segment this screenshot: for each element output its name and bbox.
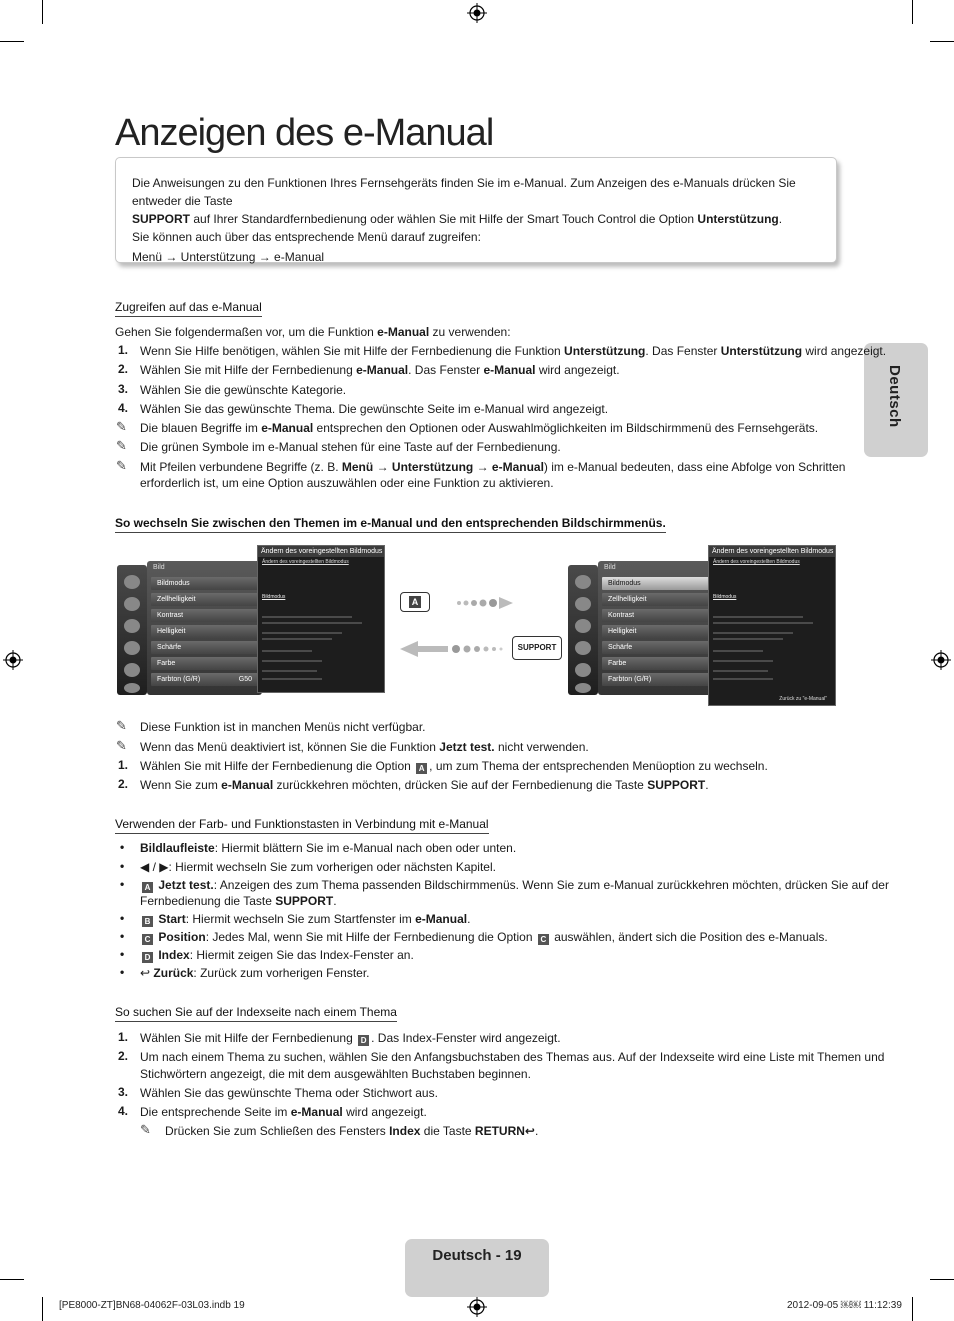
note-pencil-icon: ✎ [140,1122,151,1137]
bold-text: Index [158,948,190,962]
menu-path: Menü → Unterstützung → e-Manual [132,250,325,264]
bold-text: Bildlaufleiste [140,841,215,855]
gear-icon [575,663,591,677]
back-to-emanual-label: Zurück zu "e-Manual" [779,696,827,702]
step-text [140,758,768,774]
bullet-text [140,893,337,909]
panel-text-line [262,650,312,652]
menu-item-value: G50 [238,676,252,683]
panel-subtitle: Ändern des voreingestellten Bildmodus [262,559,349,565]
note-pencil-icon: ✎ [116,438,127,453]
tv-screenshot-emanual [568,545,836,707]
intro-line [132,210,822,228]
menu-item: Bildmodus [151,577,258,590]
menu-icon [124,597,140,611]
bullet-text [140,840,516,856]
step-number: 1. [118,1030,129,1044]
c-key-icon: C [142,934,153,945]
menu-icon [575,641,591,655]
step-text [140,1030,561,1046]
note-text [140,739,589,755]
step-text [140,343,886,359]
bold-text: Unterstützung [720,344,803,358]
panel-text-line [713,678,773,680]
registration-mark-icon [467,1297,487,1317]
text: zurückkehren möchten, drücken Sie auf der Fernbedienung die Taste [273,778,648,792]
crop-mark [930,1279,954,1280]
intro-line: Die Anweisungen zu den Funktionen Ihres Fernsehgeräts finden Sie im e-Manual. Zum Anzeigen des e-Manuals drücken Sie entweder die Taste [132,176,796,208]
menu-icon [575,575,591,589]
bullet: • [120,965,125,979]
menu-item: Helligkeit [151,625,258,638]
registration-mark-icon [3,650,23,670]
text: . [534,1124,539,1138]
a-key-icon: A [142,882,153,893]
chapter-arrows-icon: ◀ / ▶ [140,860,169,874]
bold-text: e-Manual [415,912,468,926]
text: . Das Fenster [645,344,721,358]
panel-text-line [713,616,803,618]
step-text [140,362,620,378]
bold-text: e-Manual [356,363,409,377]
text: : Anzeigen des zum Thema passenden Bildschirmmenüs. Wenn Sie zum e-Manual zurückkehren möchten, drücken Sie auf der [213,878,889,892]
text: Drücken Sie zum Schließen des Fensters [165,1124,390,1138]
bold-text: Jetzt test. [439,740,495,754]
panel-title: Ändern des voreingestellten Bildmodus [258,546,384,557]
crop-mark [912,0,913,24]
menu-item: Zellhelligkeit [151,593,258,606]
panel-text-line [262,638,332,640]
intro-line: Sie können auch über das entsprechende Menü darauf zugreifen: [132,230,481,244]
section-heading: So wechseln Sie zwischen den Themen im e-Manual und den entsprechenden Bildschirmmenüs. [115,516,666,533]
step-number: 4. [118,401,129,415]
step-text [140,1104,427,1120]
panel-text-line [262,632,342,634]
side-tab-label: Deutsch [886,365,903,428]
print-datetime: 2012-09-05 ￼￼ 11:12:39 [787,1300,902,1311]
menu-item-selected: Bildmodus [602,577,709,590]
arrow-right-icon [455,595,515,611]
crop-mark [42,0,43,24]
support-key: SUPPORT [132,212,191,226]
panel-label: Bildmodus [262,594,286,600]
emanual-panel [708,545,836,706]
menu-head: Bild [604,564,616,571]
menu-item [151,673,258,686]
bold-text: Unterstützung [564,344,646,358]
text: . [467,912,471,926]
panel-text-line [713,660,773,662]
text: entsprechen den Optionen oder Auswahlmöglichkeiten im Bildschirmmenü des Fernsehgeräts. [313,421,819,435]
note-text [140,420,818,436]
note-text: erforderlich ist, um eine Option auszuwählen oder eine Funktion zu aktivieren. [140,476,554,490]
a-key-icon: A [416,763,427,774]
panel-text-line [262,670,317,672]
emanual-panel [257,545,385,693]
note-pencil-icon: ✎ [116,718,127,733]
d-key-icon: D [358,1035,369,1046]
intro-text: . [778,212,783,226]
menu-item: Schärfe [602,641,709,654]
text: Wenn Sie Hilfe benötigen, wählen Sie mit Hilfe der Fernbedienung die Funktion [140,344,565,358]
step-number: 2. [118,1049,129,1063]
bullet: • [120,911,125,925]
bullet-text [140,929,828,945]
step-text [140,777,709,793]
note-text: Diese Funktion ist in manchen Menüs nicht verfügbar. [140,720,426,734]
step-number: 1. [118,343,129,357]
menu-icon [124,641,140,655]
panel-text-line [262,616,352,618]
menu-item: Farbton (G/R) [602,673,709,686]
text: : Jedes Mal, wenn Sie mit Hilfe der Fernbedienung die Option [205,930,536,944]
menu-item: Zellhelligkeit [602,593,709,606]
bold-text: e-Manual [290,1105,343,1119]
section-heading: So suchen Sie auf der Indexseite nach einem Thema [115,1005,397,1022]
bold-text: e-Manual [483,363,536,377]
menu-icon [124,575,140,589]
bullet-text [140,911,470,927]
note-pencil-icon: ✎ [116,738,127,753]
panel-text-line [713,638,783,640]
step-number: 2. [118,362,129,376]
page-number-label: Deutsch - 19 [432,1247,522,1264]
panel-text-line [713,632,793,634]
bullet-text [140,947,414,963]
menu-item: Schärfe [151,641,258,654]
a-button-icon [400,592,430,612]
bold-text: SUPPORT [647,778,706,792]
section-lead [115,324,511,340]
text: Wählen Sie mit Hilfe der Fernbedienung die Option [140,759,415,773]
text: : Hiermit zeigen Sie das Index-Fenster an. [189,948,414,962]
tv-sidebar [568,565,598,695]
bullet-text [140,877,889,893]
bold-text: e-Manual [491,460,544,474]
bold-text: Menü [341,460,374,474]
text: : Hiermit blättern Sie im e-Manual nach oben oder unten. [214,841,517,855]
bold-text: e-Manual [261,421,314,435]
bold-text: SUPPORT [275,894,334,908]
text: Wählen Sie mit Hilfe der Fernbedienung [140,363,357,377]
text: die Taste [420,1124,475,1138]
bullet: • [120,929,125,943]
menu-item: Farbe [602,657,709,670]
panel-text-line [262,622,362,624]
step-text: Um nach einem Thema zu suchen, wählen Sie den Anfangsbuchstaben des Themas aus. Auf der Indexseite wird eine Liste mit Themen und [140,1050,885,1064]
step-text: Wählen Sie das gewünschte Thema. Die gewünschte Seite im e-Manual wird angezeigt. [140,402,609,416]
menu-item: Helligkeit [602,625,709,638]
menu-item: Kontrast [602,609,709,622]
step-number: 3. [118,1085,129,1099]
bullet: • [120,877,125,891]
gear-icon [124,663,140,677]
d-key-icon: D [142,952,153,963]
text: ) im e-Manual bedeuten, dass eine Abfolge von Schritten [543,460,846,474]
note-pencil-icon: ✎ [116,458,127,473]
panel-text-line [713,650,763,652]
step-number: 4. [118,1104,129,1118]
text: Wenn Sie zum [140,778,222,792]
panel-subtitle: Ändern des voreingestellten Bildmodus [713,559,800,565]
panel-title: Ändern des voreingestellten Bildmodus [709,546,835,557]
tv-screenshot-menu [117,545,385,695]
support-button-icon: SUPPORT [512,636,562,660]
panel-label: Bildmodus [713,594,737,600]
a-key-label: A [409,596,421,608]
crop-mark [42,1297,43,1321]
bold-text: Unterstützung [391,460,474,474]
bold-text: e-Manual [221,778,274,792]
note-text [140,459,845,475]
text: wird angezeigt. [342,1105,427,1119]
menu-icon [575,619,591,633]
crop-mark [912,1297,913,1321]
crop-mark [0,1279,24,1280]
tv-sidebar [117,565,147,695]
bold-text: Start [158,912,186,926]
step-number: 1. [118,758,129,772]
note-text: Die grünen Symbole im e-Manual stehen für eine Taste auf der Fernbedienung. [140,440,561,454]
menu-icon [575,683,591,693]
text: Wählen Sie mit Hilfe der Fernbedienung [140,1031,357,1045]
menu-item-label: Farbton (G/R) [157,676,201,683]
registration-mark-icon [931,650,951,670]
menu-icon [124,683,140,693]
arrow-left-icon [400,640,508,658]
menu-icon [124,619,140,633]
text: . Das Fenster [408,363,484,377]
panel-text-line [262,678,322,680]
step-text: Stichwörtern angezeigt, die mit dem ausgewählten Buchstaben beginnen. [140,1067,531,1081]
text: : Zurück zum vorherigen Fenster. [193,966,370,980]
section-heading: Zugreifen auf das e-Manual [115,300,262,317]
text: Fernbedienung die Taste [140,894,276,908]
text: Gehen Sie folgendermaßen vor, um die Funktion [115,325,378,339]
print-file-info: [PE8000-ZT]BN68-04062F-03L03.indb 19 [59,1300,245,1311]
section-heading: Verwenden der Farb- und Funktionstasten in Verbindung mit e-Manual [115,817,489,834]
text: : Hiermit wechseln Sie zum vorherigen oder nächsten Kapitel. [168,860,496,874]
crop-mark [930,41,954,42]
panel-text-line [713,622,813,624]
bullet: • [120,859,125,873]
bullet: • [120,840,125,854]
step-text: Wählen Sie das gewünschte Thema oder Stichwort aus. [140,1086,438,1100]
note-text [165,1123,538,1139]
bold-text: RETURN↩ [474,1124,535,1138]
bold-text: e-Manual [377,325,430,339]
text: Die entsprechende Seite im [140,1105,291,1119]
text: → [373,460,392,474]
text: wird angezeigt. [802,344,887,358]
menu-item: Kontrast [151,609,258,622]
text: Wenn das Menü deaktiviert ist, können Sie die Funktion [140,740,440,754]
menu-item: Farbe [151,657,258,670]
bullet-text [140,965,370,981]
text: → [473,460,492,474]
bold-text: Position [158,930,206,944]
text: . Das Index-Fenster wird angezeigt. [371,1031,561,1045]
step-number: 2. [118,777,129,791]
text: auswählen, ändert sich die Position des e-Manuals. [550,930,828,944]
bold-text: Jetzt test. [158,878,214,892]
text: wird angezeigt. [535,363,620,377]
bullet: • [120,947,125,961]
text: nicht verwenden. [494,740,589,754]
text: zu verwenden: [429,325,511,339]
crop-mark [0,41,24,42]
tv-menu [147,561,262,695]
text: : Hiermit wechseln Sie zum Startfenster im [185,912,416,926]
text: . [333,894,337,908]
registration-mark-icon [467,3,487,23]
bold-text: Zurück [153,966,194,980]
text: Die blauen Begriffe im [140,421,262,435]
bullet-text [140,859,496,875]
page-title: Anzeigen des e-Manual [115,112,494,154]
note-pencil-icon: ✎ [116,419,127,434]
b-key-icon: B [142,916,153,927]
intro-box [115,157,837,263]
language-side-tab [864,343,928,457]
panel-text-line [713,670,768,672]
menu-head: Bild [153,564,165,571]
tv-menu [598,561,713,695]
menu-icon [575,597,591,611]
return-icon: ↩ [140,966,151,980]
panel-text-line [262,660,322,662]
c-key-icon: C [538,934,549,945]
intro-bold: Unterstützung [697,212,779,226]
intro-text: auf Ihrer Standardfernbedienung oder wählen Sie mit Hilfe der Smart Touch Control die Option [190,212,698,226]
text: , um zum Thema der entsprechenden Menüoption zu wechseln. [429,759,768,773]
text: . [705,778,709,792]
step-number: 3. [118,382,129,396]
step-text: Wählen Sie die gewünschte Kategorie. [140,383,347,397]
page-number-tab [405,1239,549,1297]
bold-text: Index [389,1124,421,1138]
text: Mit Pfeilen verbundene Begriffe (z. B. [140,460,342,474]
